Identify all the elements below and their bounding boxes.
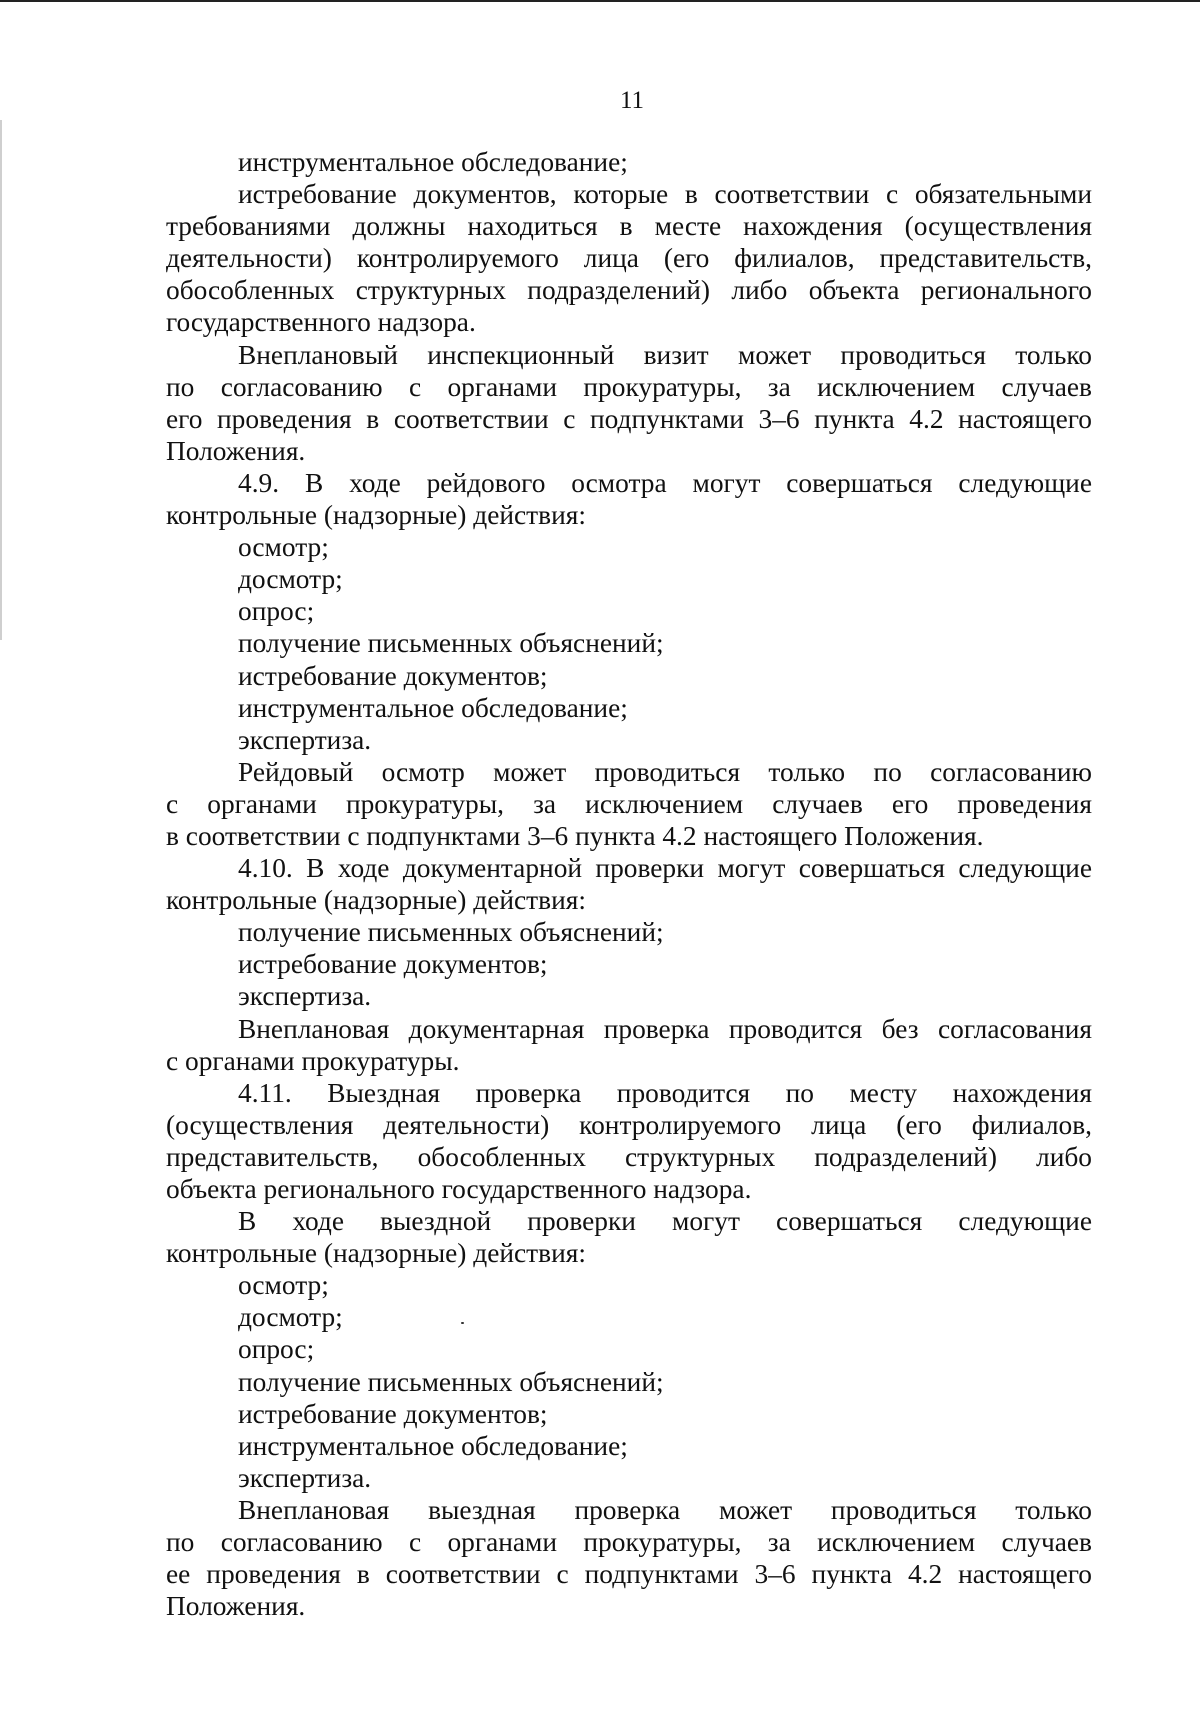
list-item: [166, 724, 1092, 756]
text-line: 4.11. Выездная проверка проводится по месту нахождения: [238, 1077, 1092, 1108]
scan-speck: [461, 1322, 464, 1324]
text-line: контрольные (надзорные) действия:: [166, 885, 586, 916]
paragraph: [166, 756, 1092, 852]
list-item: [166, 1333, 1092, 1365]
text-line: требованиями должны находиться в месте нахождения (осуществления: [166, 211, 1092, 242]
text-line: представительств, обособленных структурных подразделений) либо: [166, 1141, 1092, 1172]
list-item: [166, 563, 1092, 595]
text-line: истребование документов;: [238, 1398, 548, 1429]
text-line: экспертиза.: [238, 724, 372, 755]
text-line: истребование документов;: [238, 660, 548, 691]
paragraph: [166, 178, 1092, 338]
text-line: Рейдовый осмотр может проводиться только по согласованию: [238, 756, 1092, 787]
list-item: [166, 1301, 1092, 1333]
list-item: [166, 146, 1092, 178]
paragraph: [166, 1013, 1092, 1077]
paragraph: [166, 339, 1092, 467]
text-line: ее проведения в соответствии с подпунктами 3–6 пункта 4.2 настоящего: [166, 1559, 1092, 1590]
text-line: инструментальное обследование;: [238, 1430, 628, 1461]
text-line: Внеплановый инспекционный визит может проводиться только: [238, 339, 1092, 370]
text-line: (осуществления деятельности) контролируемого лица (его филиалов,: [166, 1109, 1092, 1140]
paragraph: [166, 467, 1092, 531]
scan-top-edge: [0, 0, 1200, 2]
text-line: Положения.: [166, 1591, 306, 1622]
text-line: Внеплановая выездная проверка может проводиться только: [238, 1494, 1092, 1525]
text-line: экспертиза.: [238, 981, 372, 1012]
list-item: [166, 1366, 1092, 1398]
text-line: осмотр;: [238, 532, 329, 563]
list-item: [166, 916, 1092, 948]
list-item: [166, 627, 1092, 659]
text-line: контрольные (надзорные) действия:: [166, 1238, 586, 1269]
text-line: его проведения в соответствии с подпунктами 3–6 пункта 4.2 настоящего: [166, 403, 1092, 434]
list-item: [166, 980, 1092, 1012]
text-line: получение письменных объяснений;: [238, 628, 664, 659]
text-line: 4.10. В ходе документарной проверки могут совершаться следующие: [238, 853, 1092, 884]
text-line: инструментальное обследование;: [238, 692, 628, 723]
text-line: осмотр;: [238, 1270, 329, 1301]
list-item: [166, 1269, 1092, 1301]
text-line: объекта регионального государственного надзора.: [166, 1174, 752, 1204]
text-line: по согласованию с органами прокуратуры, за исключением случаев: [166, 1527, 1092, 1558]
list-item: [166, 1398, 1092, 1430]
paragraph: [166, 1077, 1092, 1205]
scan-left-edge-shadow: [0, 120, 2, 640]
text-line: истребование документов;: [238, 949, 548, 980]
list-item: [166, 692, 1092, 724]
text-line: с органами прокуратуры.: [166, 1045, 460, 1076]
text-line: истребование документов, которые в соответствии с обязательными: [238, 179, 1092, 210]
text-line: обособленных структурных подразделений) либо объекта регионального: [166, 275, 1092, 306]
text-line: экспертиза.: [238, 1462, 372, 1493]
text-line: В ходе выездной проверки могут совершаться следующие: [238, 1206, 1092, 1237]
text-line: Внеплановая документарная проверка проводится без согласования: [238, 1013, 1092, 1044]
text-line: досмотр;: [238, 1302, 343, 1333]
page-number: 11: [619, 87, 645, 114]
list-item: [166, 1462, 1092, 1494]
paragraph: [166, 1205, 1092, 1269]
list-item: [166, 948, 1092, 980]
text-line: Положения.: [166, 435, 306, 466]
text-line: по согласованию с органами прокуратуры, за исключением случаев: [166, 371, 1092, 402]
list-item: [166, 531, 1092, 563]
paragraph: [166, 1494, 1092, 1622]
paragraph: [166, 852, 1092, 916]
text-line: государственного надзора.: [166, 307, 476, 338]
list-item: [166, 595, 1092, 627]
list-item: [166, 1430, 1092, 1462]
text-line: инструментальное обследование;: [238, 147, 628, 177]
list-item: [166, 660, 1092, 692]
text-line: 4.9. В ходе рейдового осмотра могут совершаться следующие: [238, 467, 1092, 498]
text-line: в соответствии с подпунктами 3–6 пункта 4.2 настоящего Положения.: [166, 820, 984, 851]
text-line: досмотр;: [238, 564, 343, 595]
text-line: контрольные (надзорные) действия:: [166, 500, 586, 531]
text-line: получение письменных объяснений;: [238, 917, 664, 948]
text-line: опрос;: [238, 1334, 315, 1365]
document-body: [166, 146, 1092, 1622]
text-line: деятельности) контролируемого лица (его филиалов, представительств,: [166, 243, 1092, 274]
text-line: с органами прокуратуры, за исключением случаев его проведения: [166, 788, 1092, 819]
text-line: опрос;: [238, 596, 315, 627]
text-line: получение письменных объяснений;: [238, 1366, 664, 1397]
